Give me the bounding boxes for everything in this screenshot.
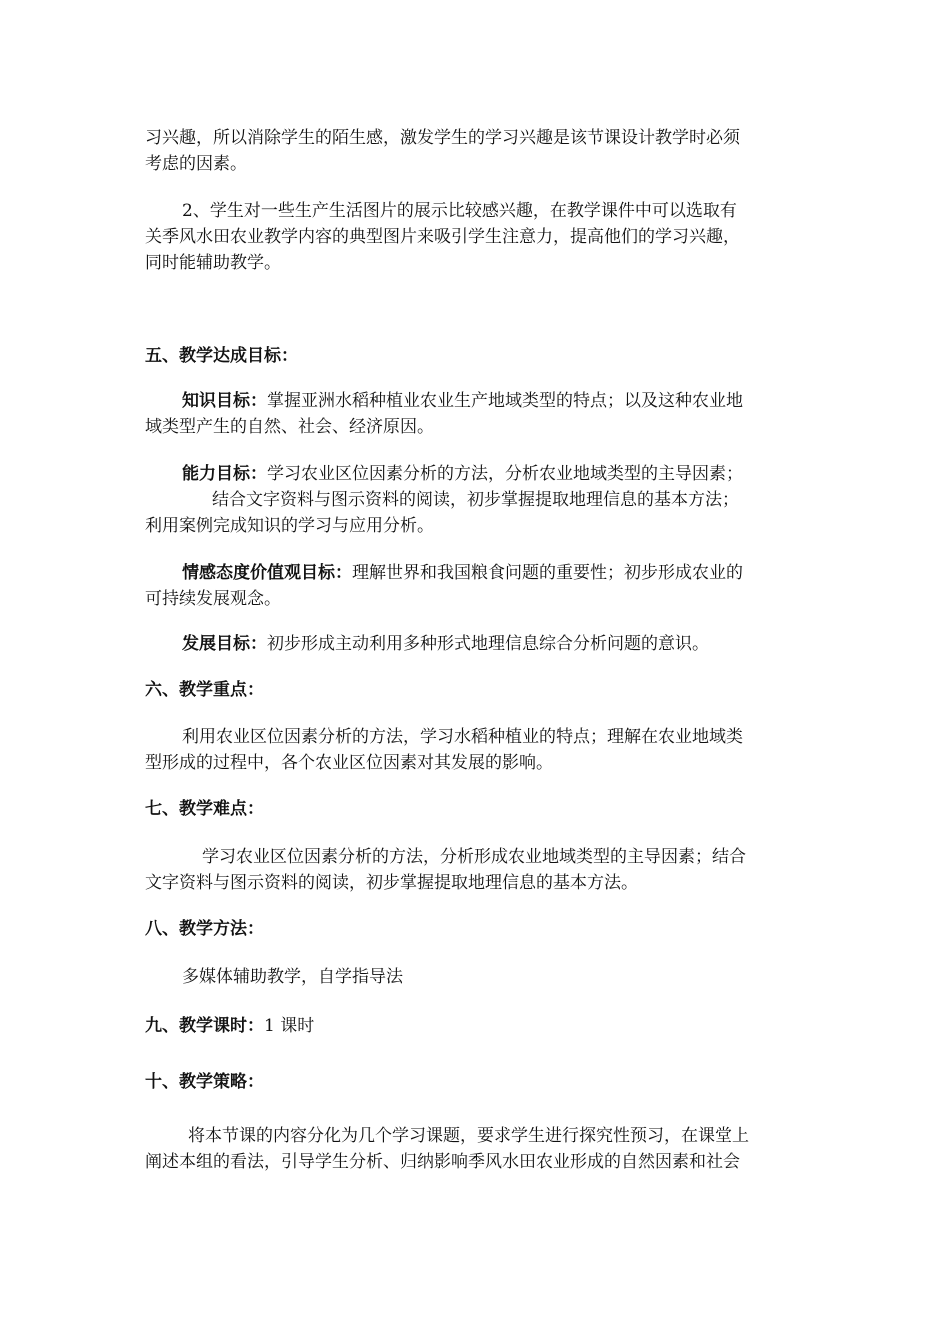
paragraph-line: 型形成的过程中，各个农业区位因素对其发展的影响。 — [145, 753, 553, 773]
knowledge-goal-line — [182, 389, 743, 413]
section-heading-strategy: 十、教学策略： — [145, 1072, 264, 1092]
paragraph-line: 可持续发展观念。 — [145, 589, 281, 609]
paragraph-line: 学习农业区位因素分析的方法，分析形成农业地域类型的主导因素；结合 — [202, 847, 746, 867]
section-heading-methods: 八、教学方法： — [145, 919, 264, 939]
knowledge-goal-label: 知识目标： — [182, 391, 267, 411]
paragraph-line: 习兴趣，所以消除学生的陌生感，激发学生的学习兴趣是该节课设计教学时必须 — [145, 128, 740, 148]
paragraph-line: 2、学生对一些生产生活图片的展示比较感兴趣，在教学课件中可以选取有 — [182, 201, 737, 221]
ability-goal-label: 能力目标： — [182, 464, 267, 484]
ability-goal-text: 学习农业区位因素分析的方法，分析农业地域类型的主导因素； — [267, 464, 743, 484]
paragraph-line: 同时能辅助教学。 — [145, 253, 281, 273]
paragraph-line: 文字资料与图示资料的阅读，初步掌握提取地理信息的基本方法。 — [145, 873, 638, 893]
paragraph-line: 结合文字资料与图示资料的阅读，初步掌握提取地理信息的基本方法； — [212, 490, 739, 510]
class-hours-value: 1 课时 — [264, 1016, 315, 1036]
section-heading-difficulties: 七、教学难点： — [145, 799, 264, 819]
development-goal-text: 初步形成主动利用多种形式地理信息综合分析问题的意识。 — [267, 634, 709, 654]
class-hours-line — [145, 1014, 314, 1038]
section-heading-class-hours: 九、教学课时： — [145, 1016, 264, 1036]
paragraph-line: 考虑的因素。 — [145, 154, 247, 174]
paragraph-line: 关季风水田农业教学内容的典型图片来吸引学生注意力，提高他们的学习兴趣， — [145, 227, 740, 247]
ability-goal-line — [182, 462, 743, 486]
section-heading-key-points: 六、教学重点： — [145, 680, 264, 700]
paragraph-line: 多媒体辅助教学，自学指导法 — [182, 967, 403, 987]
section-heading-goals: 五、教学达成目标： — [145, 346, 298, 366]
emotion-goal-line — [182, 561, 743, 585]
emotion-goal-label: 情感态度价值观目标： — [182, 563, 352, 583]
emotion-goal-text: 理解世界和我国粮食问题的重要性；初步形成农业的 — [352, 563, 743, 583]
paragraph-line: 将本节课的内容分化为几个学习课题，要求学生进行探究性预习，在课堂上 — [188, 1126, 749, 1146]
development-goal-label: 发展目标： — [182, 634, 267, 654]
paragraph-line: 域类型产生的自然、社会、经济原因。 — [145, 417, 434, 437]
paragraph-line: 利用农业区位因素分析的方法，学习水稻种植业的特点；理解在农业地域类 — [182, 727, 743, 747]
knowledge-goal-text: 掌握亚洲水稻种植业农业生产地域类型的特点；以及这种农业地 — [267, 391, 743, 411]
paragraph-line: 利用案例完成知识的学习与应用分析。 — [145, 516, 434, 536]
development-goal-line — [182, 632, 709, 656]
paragraph-line: 阐述本组的看法，引导学生分析、归纳影响季风水田农业形成的自然因素和社会 — [145, 1152, 740, 1172]
